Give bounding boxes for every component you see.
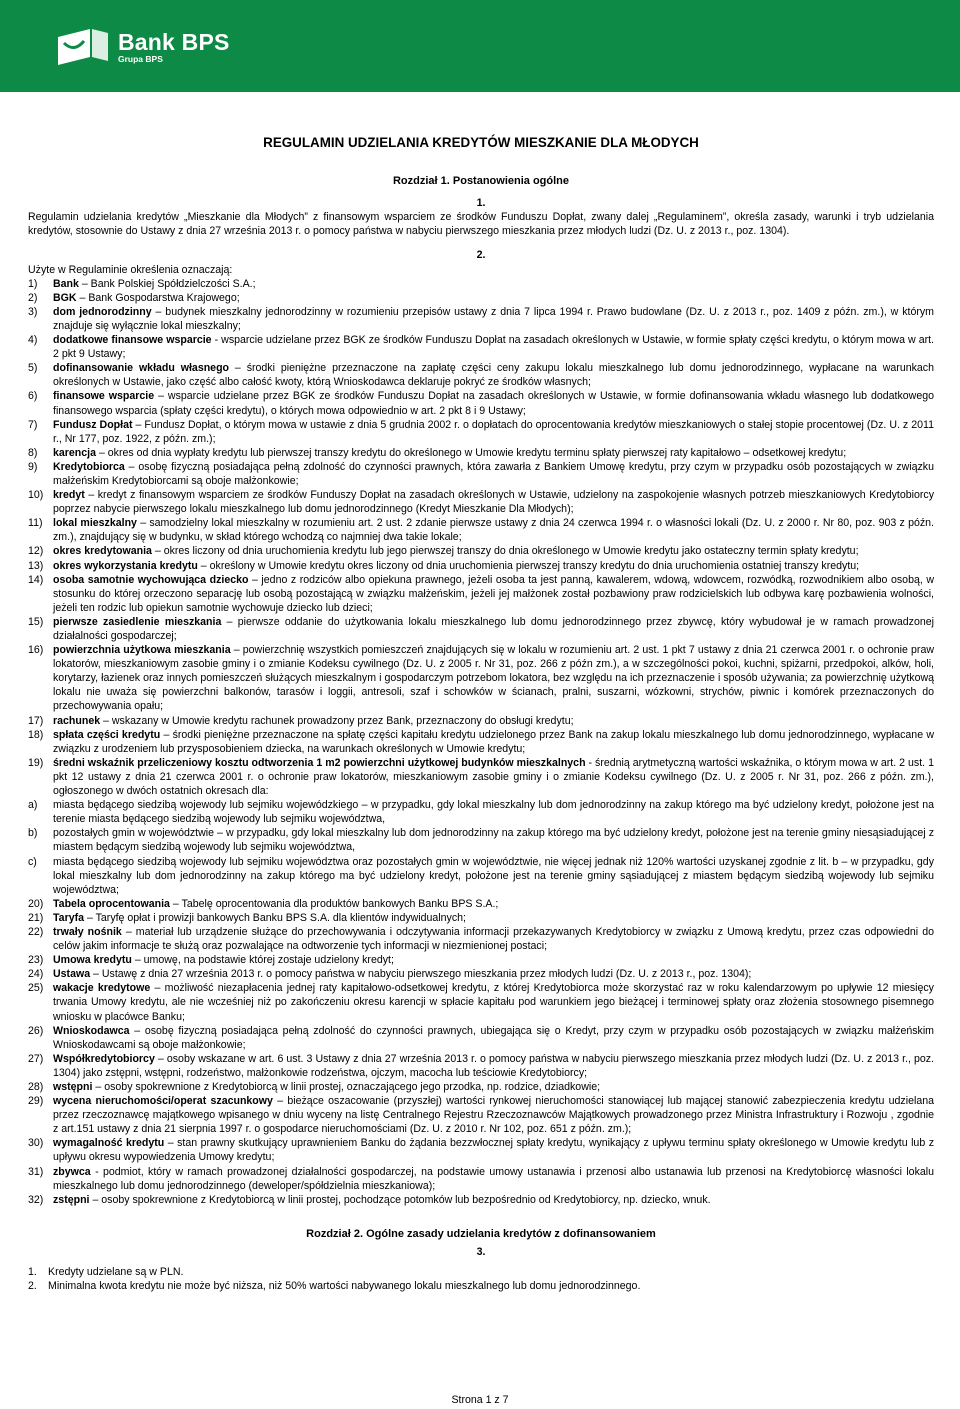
definition-item (28, 361, 934, 389)
definition-text: – określony w Umowie kredytu okres liczony od dnia uruchomienia pierwszej transzy kredytu do dnia uruchomienia ostatniej transzy kredytu; (197, 559, 860, 572)
definition-term: wakacje kredytowe (53, 982, 151, 995)
definition-term: okres wykorzystania kredytu (53, 559, 198, 572)
brand-sub: Grupa BPS (118, 53, 163, 64)
definition-text: – samodzielny lokal mieszkalny w rozumieniu art. 2 ust. 2 zdanie pierwsze ustawy z dnia 24 czerwca 1994 r. o własności lokali (Dz. U. z 2000 r. Nr 80, poz. 903 z późn. zm.), znajdujący się w budynku, w skład którego wchodzą co najmniej dwa takie lokale; (53, 517, 934, 544)
definition-number: 31) (28, 1165, 44, 1178)
definition-item (28, 967, 934, 981)
definition-term: trwały nośnik (53, 925, 122, 938)
definition-text: – Bank Gospodarstwa Krajowego; (76, 291, 240, 304)
paragraph-3-number: 3. (476, 1245, 486, 1258)
sub-item (28, 855, 934, 897)
definition-number: 23) (28, 954, 44, 967)
definition-number: 20) (28, 897, 44, 910)
definition-term: wstępni (53, 1081, 93, 1093)
definition-number: 25) (28, 982, 44, 995)
definition-text: – Ustawę z dnia 27 września 2013 r. o pomocy państwa w nabyciu pierwszego mieszkania przez młodych ludzi (Dz. U. z 2013 r., poz. 1304); (90, 968, 752, 981)
definition-term: Umowa kredytu (53, 954, 132, 967)
definition-number: 5) (28, 362, 38, 375)
definition-number: 3) (28, 305, 38, 318)
sub-item-text: pozostałych gmin w województwie – w przypadku, gdy lokal mieszkalny lub dom jednorodzinny na zakup którego ma być udzielony kredyt, położone jest na terenie gminy niesąsiadującej z miastem będącym siedzibą wojewody lub sejmiku województwa, (53, 827, 934, 854)
definitions-list (28, 277, 934, 1207)
definition-item (28, 728, 934, 756)
definition-item (28, 643, 934, 713)
definition-text: – okres od dnia wypłaty kredytu lub pierwszej transzy kredytu do określonego w Umowie kredytu terminu spłaty pierwszej raty kapitałowo – odsetkowej kredytu; (96, 446, 847, 459)
page-footer: Strona 1 z 7 (451, 1394, 509, 1406)
definition-text: – pierwsze oddanie do użytkowania lokalu mieszkalnego lub domu jednorodzinnego przez zbywcę, który wybudował je w ramach prowadzonej działalności gospodarczej; (53, 615, 934, 642)
document-body (28, 136, 934, 1293)
definition-term: osoba samotnie wychowująca dziecko (53, 573, 249, 586)
definition-number: 6) (28, 390, 38, 403)
definition-number: 15) (28, 615, 44, 628)
definition-number: 21) (28, 911, 44, 924)
definition-number: 9) (28, 460, 38, 473)
definition-item (28, 488, 934, 516)
document-title: REGULAMIN UDZIELANIA KREDYTÓW MIESZKANIE DLA MŁODYCH (263, 135, 699, 150)
definition-term: zbywca (53, 1165, 91, 1178)
definition-term: powierzchnia użytkowa mieszkania (53, 644, 231, 657)
definition-term: wycena nieruchomości/operat szacunkowy (53, 1095, 273, 1108)
definition-item (28, 911, 934, 925)
definition-text: – osoby wskazane w art. 6 ust. 3 Ustawy z dnia 27 września 2013 r. o pomocy państwa w nabyciu pierwszego mieszkania przez młodych ludzi (Dz. U. z 2013 r., poz. 1304) jako zstępni, wstępni, rodzeństwo, małżonkowie rodzeństwa, ojczym, macocha lub teściowie Kredytobiorcy; (53, 1052, 934, 1079)
definition-text: – osoby spokrewnione z Kredytobiorcą w linii prostej, oznaczającego jego przodka, np. rodzice, dziadkowie; (92, 1081, 601, 1093)
sub-item-letter: a) (28, 799, 38, 812)
definition-term: dofinansowanie wkładu własnego (53, 362, 230, 375)
bank-logo (54, 27, 230, 67)
definition-term: lokal mieszkalny (53, 517, 137, 530)
definition-item (28, 1136, 934, 1164)
definition-term: okres kredytowania (53, 545, 152, 558)
definition-text: – materiał lub urządzenie służące do przechowywania i odczytywania informacji przekazywanych Kredytobiorcy w związku z Umową kredytu, przez czas odpowiedni do celów jakim informacje te służą oraz pozwalające na odtworzenie tych informacji w niezmienionej postaci; (53, 925, 934, 953)
definition-text: – Taryfę opłat i prowizji bankowych Banku BPS S.A. dla klientów indywidualnych; (84, 911, 466, 924)
definition-number: 16) (28, 644, 44, 657)
definition-text: – stan prawny skutkujący uprawnieniem Banku do żądania bezzwłocznej spłaty kredytu, wynikający z upływu terminu spłaty określonego w Umowie kredytu lub z upływu okresu wypowiedzenia Umowy kredytu; (53, 1137, 934, 1164)
definition-text: – jedno z rodziców albo opiekuna prawnego, jeżeli osoba ta jest panną, kawalerem, wdową, wdowcem, rozwódką, rozwodnikiem albo osobą, w stosunku do której orzeczono separację lub osobą pozostającą w związku małżeńskim, jeżeli jej małżonek został pozbawiony praw rodzicielskich lub odbywa karę pozbawienia wolności, jeżeli ten rodzic lub opiekun samotnie wychowuje dziecko lub dzieci; (53, 573, 934, 614)
chapter-2-heading: Rozdział 2. Ogólne zasady udzielania kredytów z dofinansowaniem (306, 1227, 656, 1240)
definition-term: spłata części kredytu (53, 728, 161, 741)
definition-term: pierwsze zasiedlenie mieszkania (53, 615, 222, 628)
definition-number: 13) (28, 559, 44, 572)
definition-term: Wnioskodawca (53, 1024, 130, 1037)
definition-text: – środki pieniężne przeznaczone na spłatę części kapitału kredytu udzielonego przez Bank na zakup lokalu mieszkalnego lub domu jednorodzinnego, wypłacane w związku z urodzeniem lub przysposobieniem dziecka, na warunkach określonych w Umowie kredytu; (53, 728, 934, 755)
definition-number: 8) (28, 446, 38, 459)
definition-text: - wsparcie udzielane przez BGK ze środków Funduszu Dopłat na zasadach określonych w Ustawie, w formie spłaty części kredytu, o którym mowa w art. 2 pkt 9 Ustawy; (53, 334, 935, 361)
definition-term: Kredytobiorca (53, 460, 125, 473)
paragraph-3-item (28, 1279, 934, 1293)
paragraph-1-text: Regulamin udzielania kredytów „Mieszkanie dla Młodych” z finansowym wsparciem ze środków Funduszu Dopłat, zwany dalej „Regulaminem”, określa zasady, warunki i tryb udzielania kredytów, stosownie do Ustawy z dnia 27 września 2013 r. o pomocy państwa w nabyciu pierwszego mieszkania przez młodych ludzi (Dz. U. z 2013 r., poz. 1304). (28, 211, 934, 238)
paragraph-1-number: 1. (476, 197, 486, 210)
definition-term: zstępni (53, 1193, 90, 1206)
definition-text: – Bank Polskiej Spółdzielczości S.A.; (78, 277, 256, 290)
definition-number: 27) (28, 1052, 44, 1065)
paragraph-3-list (28, 1265, 934, 1293)
definition-text: – osobę fizyczną posiadająca pełną zdolność do czynności prawnych, która zawarła z Bankiem Umowę kredytu, przy czym w przypadku osób pozostających w związku małżeńskim Kredytobiorcami są oboje małżonkowie; (53, 460, 934, 487)
definition-text: – osoby spokrewnione z Kredytobiorcą w linii prostej, pochodzące potomków lub bezpośrednio od Kredytobiorcy, np. dziecko, wnuk. (89, 1193, 711, 1206)
definition-item (28, 516, 934, 544)
definition-item (28, 953, 934, 967)
definition-number: 1) (28, 277, 38, 290)
chapter-1-heading: Rozdział 1. Postanowienia ogólne (392, 175, 570, 188)
definition-term: średni wskaźnik przeliczeniowy kosztu odtworzenia 1 m2 powierzchni użytkowej budynków mieszkalnych (53, 756, 586, 769)
definition-item (28, 291, 934, 305)
definition-item (28, 559, 934, 573)
paragraph-2-number: 2. (476, 249, 486, 262)
definition-item (28, 418, 934, 446)
definition-item (28, 277, 934, 291)
definition-number: 29) (28, 1095, 44, 1108)
definition-text: – wskazany w Umowie kredytu rachunek prowadzony przez Bank, przeznaczony do obsługi kredytu; (100, 714, 574, 727)
definition-term: finansowe wsparcie (53, 390, 155, 403)
definition-item (28, 1165, 934, 1193)
definition-term: Bank (53, 277, 79, 290)
definition-term: Taryfa (53, 911, 85, 924)
definition-item (28, 897, 934, 911)
definition-text: – okres liczony od dnia uruchomienia kredytu lub jego pierwszej transzy do dnia określonego w Umowie kredytu jako ostateczny termin spłaty kredytu; (151, 545, 859, 558)
sub-item-letter: c) (28, 855, 37, 868)
item-text: Kredyty udzielane są w PLN. (48, 1266, 184, 1279)
definition-text: - średnią arytmetyczną wartości wskaźnika, o którym mowa w art. 2 ust. 1 pkt 12 ustawy z dnia 21 czerwca 2001 r. o ochronie praw lokatorów, mieszkaniowym zasobie gminy i o zmianie Kodeksu cywilnego (Dz. U. z 2005 r. Nr 31, poz. 266 z późn. zm.), ogłoszonego w dwóch ostatnich okresach dla: (53, 756, 934, 798)
definition-item (28, 305, 934, 333)
definition-number: 12) (28, 545, 44, 558)
definition-number: 24) (28, 968, 44, 981)
definition-19-sublist (28, 798, 934, 897)
definition-number: 11) (28, 517, 43, 530)
definition-number: 28) (28, 1081, 44, 1093)
definition-number: 30) (28, 1137, 44, 1150)
definition-number: 17) (28, 714, 44, 727)
definition-text: – bieżące oszacowanie (przyszłej) wartości rynkowej nieruchomości stanowiącej lub mającej stanowić zabezpieczenia kredytu udzielana przez rzeczoznawcę majątkowego wpisanego w dniu wyceny na listę Centralnego Rejestru Rzeczoznawców Majątkowych prowadzonego przez Ministra Infrastruktury i Rozwoju , zgodnie z art.151 ustawy z dnia 21 sierpnia 1997 r. o gospodarce nieruchomościami (Dz. U. z 2010 r. Nr 102, poz. 651 z późn. zm.); (53, 1095, 934, 1136)
definition-term: Współkredytobiorcy (53, 1052, 155, 1065)
definition-text: - podmiot, który w ramach prowadzonej działalności gospodarczej, na podstawie umowy ustanawia i przenosi albo ustanawia lub przenosi na Kredytobiorcę własności lokalu mieszkalnego lub domu jednorodzinnego (deweloper/spółdzielnia mieszkaniowa); (53, 1165, 934, 1192)
definition-text: – kredyt z finansowym wsparciem ze środków Funduszy Dopłat na zasadach określonych w Ustawie, udzielony na zaspokojenie własnych potrzeb mieszkaniowych Kredytobiorcy poprzez nabycie pierwszego lokalu mieszkalnego lub domu jednorodzinnego (Kredyt Mieszkanie Dla Młodych); (53, 489, 934, 516)
brand-name: Bank BPS (118, 28, 230, 55)
item-text: Minimalna kwota kredytu nie może być niższa, niż 50% wartości nabywanego lokalu mieszkalnego lub domu jednorodzinnego. (48, 1280, 641, 1293)
definition-term: Ustawa (53, 968, 91, 981)
definition-text: – budynek mieszkalny jednorodzinny w rozumieniu przepisów ustawy z dnia 7 lipca 1994 r. Prawo budowlane (Dz. U. z 2013 r., poz. 1409 z późn. zm.), w którym znajduje się wyłącznie lokal mieszkalny; (53, 305, 934, 332)
paragraph-2-intro: Użyte w Regulaminie określenia oznaczają: (28, 263, 233, 276)
definition-text: – możliwość niezapłacenia jednej raty kapitałowo-odsetkowej kredytu, z której Kredytobiorca może skorzystać raz w roku kalendarzowym po upływie 12 miesięcy trwania Umowy kredytu, ale nie wcześniej niż po zakończeniu okresu karencji w spłacie kapitału pod warunkiem jego bieżącej i terminowej spłaty oraz złożenia stosownego pisemnego wniosku w placówce Banku; (53, 982, 934, 1023)
item-number: 1. (28, 1266, 37, 1279)
definition-number: 18) (28, 728, 44, 741)
sub-item (28, 826, 934, 854)
definition-text: – powierzchnię wszystkich pomieszczeń znajdujących się w lokalu w rozumieniu art. 2 ust. 1 pkt 7 ustawy z dnia 21 czerwca 2001 r. o ochronie praw lokatorów, mieszkaniowym zasobie gminy i o zmianie Kodeksu cywilnego (Dz. U. z 2005 r. Nr 31, poz. 266 z późn zm.), a w szczególności pokoi, kuchni, spiżarni, przedpokoi, alków, holi, korytarzy, łazienek oraz innych pomieszczeń służących mieszkalnym i gospodarczym potrzebom lokatora, bez względu na ich przeznaczenie i sposób używania; za powierzchnię użytkową lokalu nie uważa się powierzchni balkonów, tarasów i loggii, antresoli, szaf i schowków w ścianach, pralni, suszarni, wózkowni, strychów, piwnic i komórek przeznaczonych do przechowywania opału; (53, 644, 934, 713)
definition-item (28, 615, 934, 643)
bps-logo-icon (54, 27, 110, 67)
definition-number: 4) (28, 334, 38, 347)
definition-term: dom jednorodzinny (53, 305, 152, 318)
definition-text: – osobę fizyczną posiadająca pełną zdolność do czynności prawnych, ubiegająca się o Kredyt, przy czym w przypadku osób pozostających w związku małżeńskim Wnioskodawcami są oboje małżonkowie; (53, 1024, 934, 1051)
definition-text: – środki pieniężne przeznaczone na zapłatę części ceny zakupu lokalu mieszkalnego lub domu jednorodzinnego, wypłacane na warunkach określonych w Ustawie, jako część albo całość kwoty, którą Wnioskodawca deklaruje pokryć ze środków własnych; (53, 362, 934, 389)
definition-number: 2) (28, 291, 38, 304)
definition-term: dodatkowe finansowe wsparcie (53, 334, 212, 347)
brand-header (0, 0, 960, 92)
definition-text: – wsparcie udzielane przez BGK ze środków Funduszu Dopłat na zasadach określonych w Ustawie, w formie dofinansowania wkładu własnego lub dodatkowego finansowego wsparcia (spłaty części kredytu), o których mowa odpowiednio w art. 2 pkt 8 i 9 Ustawy; (53, 390, 934, 417)
definition-number: 10) (28, 489, 44, 502)
sub-item-letter: b) (28, 827, 38, 840)
definition-number: 32) (28, 1193, 44, 1206)
definition-term: Fundusz Dopłat (53, 418, 133, 431)
definition-term: kredyt (53, 489, 85, 502)
definition-term: BGK (53, 291, 77, 304)
definition-text: – Fundusz Dopłat, o którym mowa w ustawie z dnia 5 grudnia 2002 r. o dopłatach do oprocentowania kredytów mieszkaniowych o stałej stopie procentowej (Dz. U. z 2011 r., Nr 177, poz. 1922, z późn. zm.); (53, 418, 934, 445)
definition-item (28, 1094, 934, 1136)
definition-term: karencja (53, 446, 96, 459)
definition-text: – Tabelę oprocentowania dla produktów bankowych Banku BPS S.A.; (169, 897, 499, 910)
definition-item (28, 756, 934, 897)
definition-item (28, 333, 934, 361)
sub-item-text: miasta będącego siedzibą wojewody lub sejmiku wojewódzkiego – w przypadku, gdy lokal mieszkalny lub dom jednorodzinny na zakup którego ma być udzielony kredyt, położone jest na terenie miasta będącego siedzibą wojewody lub sejmiku województwa, (53, 799, 934, 826)
definition-text: – umowę, na podstawie której zostaje udzielony kredyt; (131, 954, 394, 967)
definition-item (28, 981, 934, 1023)
definition-term: rachunek (53, 714, 101, 727)
definition-item (28, 1080, 934, 1094)
definition-number: 7) (28, 418, 38, 431)
definition-number: 22) (28, 925, 44, 938)
definition-item (28, 460, 934, 488)
definition-item (28, 573, 934, 615)
item-number: 2. (28, 1280, 37, 1293)
definition-term: wymagalność kredytu (53, 1137, 165, 1150)
definition-item (28, 446, 934, 460)
definition-item (28, 544, 934, 558)
definition-term: Tabela oprocentowania (53, 897, 170, 910)
definition-item (28, 1193, 934, 1207)
definition-number: 19) (28, 756, 44, 769)
paragraph-3-item (28, 1265, 934, 1279)
definition-number: 14) (28, 573, 44, 586)
definition-item (28, 925, 934, 953)
definition-item (28, 1024, 934, 1052)
definition-item (28, 714, 934, 728)
sub-item (28, 798, 934, 826)
definition-number: 26) (28, 1024, 44, 1037)
definition-item (28, 389, 934, 417)
sub-item-text: miasta będącego siedzibą wojewody lub sejmiku województwa oraz pozostałych gmin w województwie, nie więcej jednak niż 120% wartości uzyskanej zgodnie z lit. b – w przypadku, gdy lokal mieszkalny lub dom jednorodzinny na zakup którego ma być udzielony kredyt, położone jest na terenie gminy sąsiadującej z miastem będącym siedzibą wojewody lub sejmiku województwa; (53, 855, 934, 896)
definition-item (28, 1052, 934, 1080)
